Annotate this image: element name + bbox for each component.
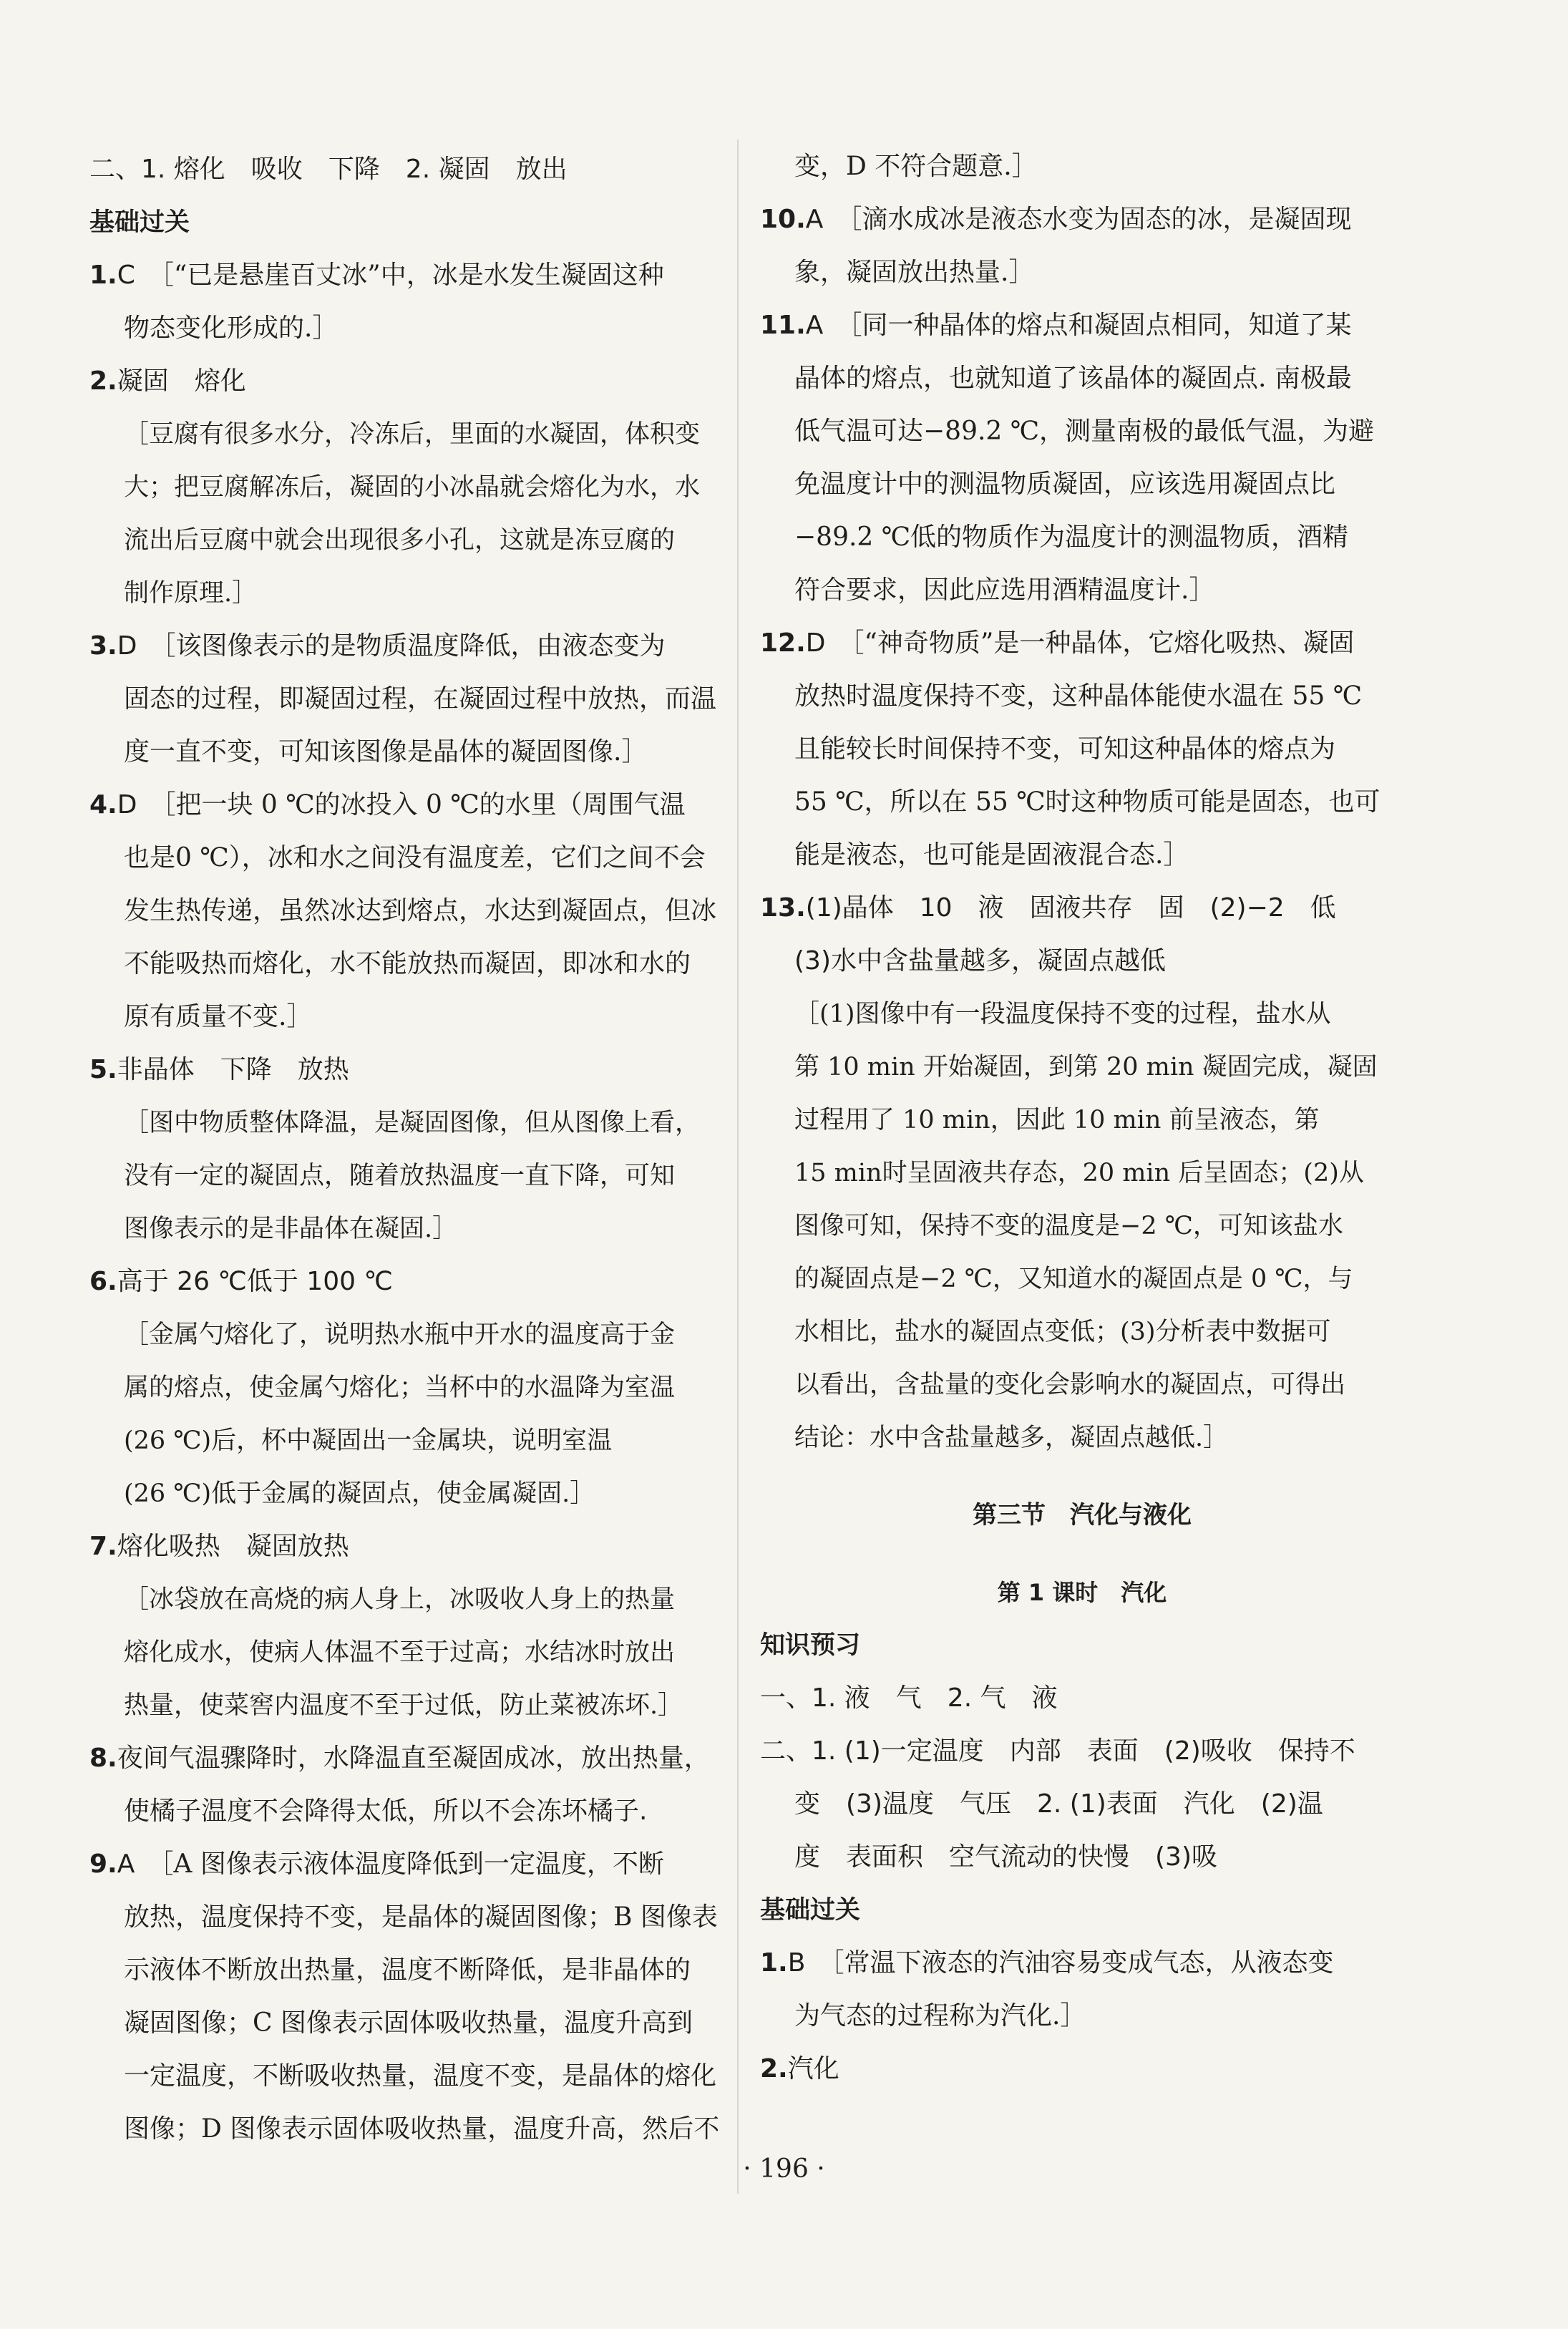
item-number: 2. — [89, 366, 117, 396]
item-number: 11. — [760, 311, 806, 340]
answer-item-r1 — [760, 1937, 1404, 1990]
answer-item-10 — [760, 193, 1404, 246]
text-line: 放热，温度保持不变，是晶体的凝固图像；B 图像表 — [124, 1902, 718, 1932]
item-answer: D — [117, 790, 137, 820]
text-line: 物态变化形成的.］ — [124, 313, 339, 343]
text-line: −89.2 ℃低的物质作为温度计的测温物质，酒精 — [794, 522, 1349, 552]
answer-item-9 — [89, 1838, 734, 1891]
text-line: 发生热传递，虽然冰达到熔点，水达到凝固点，但冰 — [124, 896, 717, 925]
text-line: (3)水中含盐量越多，凝固点越低 — [794, 946, 1166, 976]
text-line: 第 10 min 开始凝固，到第 20 min 凝固完成，凝固 — [794, 1053, 1378, 1081]
section-title: 第三节 汽化与液化 — [973, 1501, 1192, 1530]
item-explanation: ［A 图像表示液体温度降低到一定温度，不断 — [160, 1849, 664, 1879]
answer-item-7 — [89, 1520, 734, 1573]
section-heading: 基础过关 — [89, 208, 190, 237]
text-line: 免温度计中的测温物质凝固，应该选用凝固点比 — [794, 470, 1336, 499]
text-line: 象，凝固放出热量.］ — [794, 258, 1035, 287]
lesson-title: 第 1 课时 汽化 — [997, 1579, 1167, 1606]
item-explanation: ［常温下液态的汽油容易变成气态，从液态变 — [831, 1948, 1334, 1978]
item-answer: D — [117, 631, 137, 661]
item-number: 13. — [760, 893, 806, 923]
text-line: 原有质量不变.］ — [124, 1002, 313, 1031]
page-number: · 196 · — [743, 2154, 825, 2184]
section-heading: 基础过关 — [760, 1896, 861, 1925]
item-number: 6. — [89, 1267, 117, 1296]
answer-item-1 — [89, 249, 734, 302]
text-line: ［豆腐有很多水分，冷冻后，里面的水凝固，体积变 — [124, 420, 701, 449]
text-line: 低气温可达−89.2 ℃，测量南极的最低气温，为避 — [794, 417, 1375, 446]
item-answer: C — [117, 261, 135, 290]
item-number: 1. — [89, 261, 117, 290]
item-answer: A — [805, 311, 824, 340]
text-line: 度 表面积 空气流动的快慢 (3)吸 — [794, 1842, 1217, 1872]
item-explanation: ［“神奇物质”是一种晶体，它熔化吸热、凝固 — [851, 628, 1355, 658]
item-number: 4. — [89, 790, 117, 820]
text-line: 结论：水中含盐量越多，凝固点越低.］ — [794, 1424, 1229, 1452]
text-line: ［金属勺熔化了，说明热水瓶中开水的温度高于金 — [124, 1321, 676, 1349]
item-answer: A — [805, 205, 824, 234]
text-line: 晶体的熔点，也就知道了该晶体的凝固点. 南极最 — [794, 364, 1352, 393]
text-line: 55 ℃，所以在 55 ℃时这种物质可能是固态，也可 — [794, 787, 1380, 817]
text-line: 符合要求，因此应选用酒精温度计.］ — [794, 575, 1215, 605]
column-divider — [737, 140, 739, 2194]
text-line: 制作原理.］ — [124, 579, 258, 608]
item-answer: (1)晶体 10 液 固液共存 固 (2)−2 低 — [805, 893, 1336, 923]
text-line: 一、1. 液 气 2. 气 液 — [760, 1683, 1058, 1713]
text-line: 能是液态，也可能是固液混合态.］ — [794, 840, 1189, 870]
item-answer: 汽化 — [787, 2054, 839, 2084]
answer-item-4 — [89, 779, 734, 832]
item-number: 10. — [760, 205, 806, 234]
left-column — [89, 143, 734, 2156]
item-answer: 高于 26 ℃低于 100 ℃ — [117, 1267, 393, 1296]
right-column — [760, 140, 1404, 2096]
text-line: 且能较长时间保持不变，可知这种晶体的熔点为 — [794, 734, 1336, 764]
text-line: 为气态的过程称为汽化.］ — [794, 2001, 1086, 2031]
text-line: 变 (3)温度 气压 2. (1)表面 汽化 (2)温 — [794, 1789, 1323, 1819]
text-line: 不能吸热而熔化，水不能放热而凝固，即冰和水的 — [124, 949, 691, 978]
text-line: 图像；D 图像表示固体吸收热量，温度升高，然后不 — [124, 2114, 720, 2144]
answer-item-11 — [760, 299, 1404, 352]
text-line: 属的熔点，使金属勺熔化；当杯中的水温降为室温 — [124, 1373, 676, 1402]
text-line: 图像表示的是非晶体在凝固.］ — [124, 1215, 458, 1243]
answer-item-r2 — [760, 2043, 1404, 2096]
text-line: 二、1. 熔化 吸收 下降 2. 凝固 放出 — [89, 155, 568, 184]
text-line: 二、1. (1)一定温度 内部 表面 (2)吸收 保持不 — [760, 1736, 1355, 1766]
text-line: 过程用了 10 min，因此 10 min 前呈液态，第 — [794, 1106, 1320, 1134]
text-line: 变，D 不符合题意.］ — [794, 152, 1038, 181]
text-line: 度一直不变，可知该图像是晶体的凝固图像.］ — [124, 737, 648, 767]
item-number: 2. — [760, 2054, 788, 2084]
item-number: 8. — [89, 1744, 117, 1773]
text-line: 以看出，含盐量的变化会影响水的凝固点，可得出 — [794, 1371, 1346, 1399]
item-answer: D — [805, 628, 826, 658]
text-line: 水相比，盐水的凝固点变低；(3)分析表中数据可 — [794, 1318, 1331, 1346]
text-line: (26 ℃)低于金属的凝固点，使金属凝固.］ — [124, 1479, 595, 1508]
answer-item-13 — [760, 882, 1404, 935]
text-line: (26 ℃)后，杯中凝固出一金属块，说明室温 — [124, 1426, 613, 1455]
item-explanation: ［同一种晶体的熔点和凝固点相同，知道了某 — [849, 311, 1352, 340]
text-line: 固态的过程，即凝固过程，在凝固过程中放热，而温 — [124, 684, 717, 714]
section-heading: 知识预习 — [760, 1631, 861, 1660]
item-answer: 夜间气温骤降时，水降温直至凝固成冰，放出热量， — [117, 1744, 710, 1773]
text-line: 放热时温度保持不变，这种晶体能使水温在 55 ℃ — [794, 681, 1362, 711]
item-answer: A — [117, 1849, 135, 1879]
item-explanation: ［把一块 0 ℃的冰投入 0 ℃的水里（周围气温 — [162, 790, 686, 820]
text-line: 热量，使菜窖内温度不至于过低，防止菜被冻坏.］ — [124, 1691, 683, 1720]
item-number: 3. — [89, 631, 117, 661]
text-line: 熔化成水，使病人体温不至于过高；水结冰时放出 — [124, 1638, 676, 1667]
item-answer: B — [787, 1948, 806, 1978]
item-number: 5. — [89, 1055, 117, 1084]
item-number: 12. — [760, 628, 806, 658]
item-explanation: ［滴水成冰是液态水变为固态的冰，是凝固现 — [849, 205, 1352, 234]
text-line: ［图中物质整体降温，是凝固图像，但从图像上看， — [124, 1109, 701, 1137]
answer-item-3 — [89, 620, 734, 673]
text-line: 也是0 ℃），冰和水之间没有温度差，它们之间不会 — [124, 843, 706, 872]
text-line: 使橘子温度不会降得太低，所以不会冻坏橘子. — [124, 1796, 648, 1826]
spacer — [760, 1542, 1404, 1566]
item-number: 7. — [89, 1532, 117, 1561]
text-line: ［冰袋放在高烧的病人身上，冰吸收人身上的热量 — [124, 1585, 676, 1614]
text-line: 示液体不断放出热量，温度不断降低，是非晶体的 — [124, 1955, 691, 1985]
answer-item-2 — [89, 355, 734, 408]
answer-item-5 — [89, 1044, 734, 1097]
item-explanation: ［“已是悬崖百丈冰”中，冰是水发生凝固这种 — [160, 261, 664, 290]
item-answer: 非晶体 下降 放热 — [117, 1055, 349, 1084]
text-line: 凝固图像；C 图像表示固体吸收热量，温度升高到 — [124, 2008, 693, 2038]
answer-item-12 — [760, 617, 1404, 670]
text-line: 一定温度，不断吸收热量，温度不变，是晶体的熔化 — [124, 2061, 717, 2091]
text-line: 15 min时呈固液共存态，20 min 后呈固态；(2)从 — [794, 1159, 1364, 1187]
item-answer: 凝固 熔化 — [117, 366, 246, 396]
text-line: 大；把豆腐解冻后，凝固的小冰晶就会熔化为水，水 — [124, 473, 701, 502]
item-explanation: ［该图像表示的是物质温度降低，由液态变为 — [162, 631, 666, 661]
text-line: 图像可知，保持不变的温度是−2 ℃，可知该盐水 — [794, 1212, 1343, 1240]
spacer — [760, 1464, 1404, 1489]
text-line: 的凝固点是−2 ℃，又知道水的凝固点是 0 ℃，与 — [794, 1265, 1353, 1293]
answer-item-6 — [89, 1255, 734, 1308]
item-number: 9. — [89, 1849, 117, 1879]
text-line: ［(1)图像中有一段温度保持不变的过程，盐水从 — [794, 1000, 1331, 1029]
text-line: 流出后豆腐中就会出现很多小孔，这就是冻豆腐的 — [124, 526, 676, 555]
item-answer: 熔化吸热 凝固放热 — [117, 1532, 349, 1561]
item-number: 1. — [760, 1948, 788, 1978]
answer-item-8 — [89, 1732, 734, 1785]
text-line: 没有一定的凝固点，随着放热温度一直下降，可知 — [124, 1162, 676, 1190]
